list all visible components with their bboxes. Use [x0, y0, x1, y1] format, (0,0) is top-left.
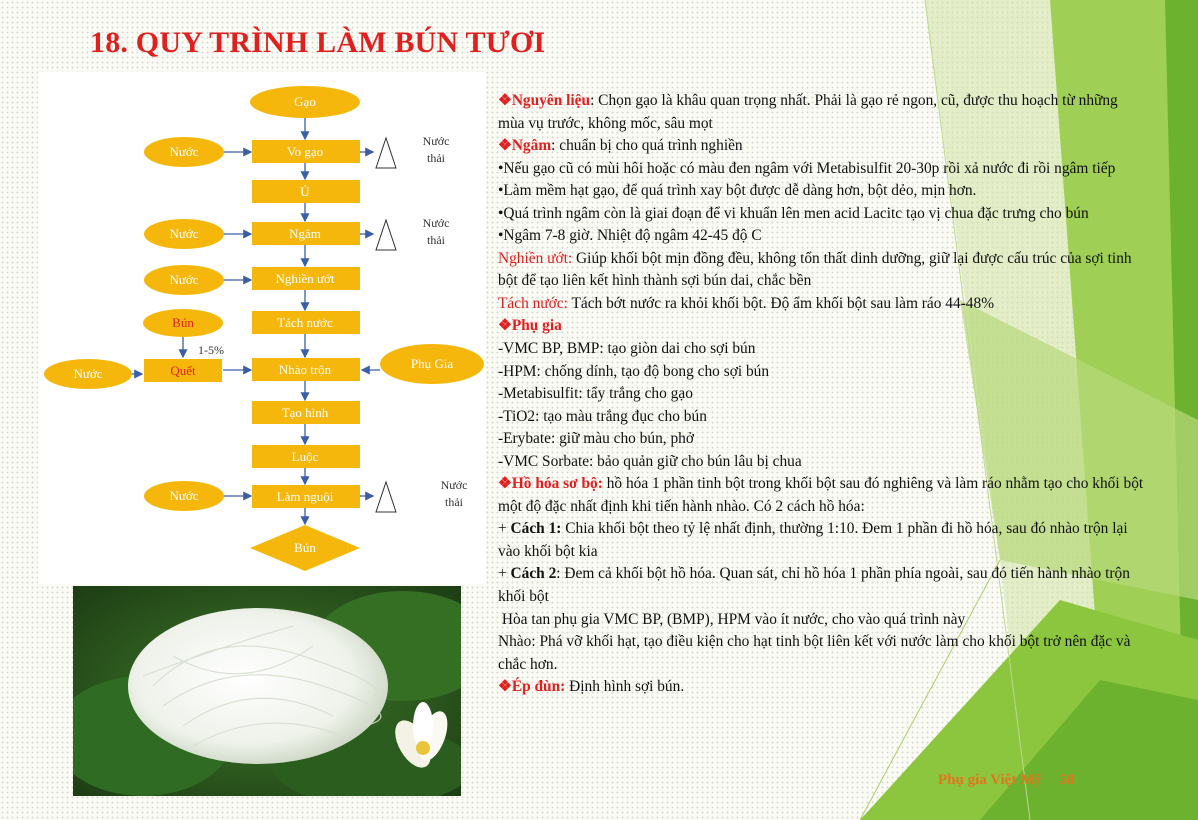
svg-text:Nước: Nước: [422, 134, 450, 148]
step-ngam: [252, 222, 360, 245]
para-ho-hoa: ❖Hồ hóa sơ bộ: hồ hóa 1 phần tinh bột trong khối bột sau đó nghiêng và làm ráo nhằm tạo cho khối bột một độ đặc nhất định khi tiến hành nhào. Có 2 cách hồ hóa:: [498, 475, 1144, 515]
para-nghien-uot: Nghiền ướt: Giúp khối bột mịn đồng đều, không tổn thất dinh dưỡng, giữ lại được cấu trúc của sợi tinh bột để tạo liên kết hình thành sợi bún dai, chắc bền: [498, 249, 1132, 290]
svg-text:Làm nguội: Làm nguội: [276, 489, 334, 504]
svg-text:Nghiền ướt: Nghiền ướt: [275, 271, 335, 286]
input-phu-gia: [380, 344, 484, 384]
svg-text:Nước: Nước: [169, 488, 199, 503]
para-tach-nuoc: Tách nước: Tách bớt nước ra khỏi khối bột. Độ ẩm khối bột sau làm ráo 44-48%: [498, 294, 995, 312]
waste-2: [376, 216, 449, 250]
phu-gia-item: -Metabisulfit: tẩy trắng cho gạo: [498, 385, 693, 403]
step-gao: [250, 86, 360, 118]
phu-gia-item: -HPM: chống dính, tạo độ bong cho sợi bún: [498, 362, 770, 380]
ratio-label: [198, 343, 224, 357]
svg-text:Tách nước: Tách nước: [277, 315, 333, 330]
step-nhao-tron: [252, 358, 360, 381]
svg-text:thải: thải: [427, 233, 445, 247]
content-text: [498, 90, 1148, 699]
svg-text:Nước: Nước: [169, 226, 199, 241]
page-number: 58: [1059, 772, 1075, 788]
step-u: [252, 180, 360, 203]
svg-text:Nước: Nước: [73, 366, 103, 381]
svg-text:Nhào trộn: Nhào trộn: [278, 362, 332, 377]
input-nuoc-quet: [44, 359, 132, 389]
ngam-bullet-1: •Nếu gạo cũ có mùi hôi hoặc có màu đen ngâm với Metabisulfit 20-30p rồi xả nước đi rồi ngâm tiếp: [498, 159, 1116, 177]
para-cach-2: + Cách 2: Đem cả khối bột hồ hóa. Quan sát, chỉ hồ hóa 1 phần phía ngoài, sau đó tiến hành nhào trộn khối bột: [498, 565, 1130, 606]
step-quet: [144, 359, 222, 382]
phu-gia-item: -VMC Sorbate: bảo quản giữ cho bún lâu bị chua: [498, 452, 802, 470]
slide-footer: [938, 772, 1075, 789]
step-bun: [250, 525, 360, 571]
svg-text:Ủ: Ủ: [300, 184, 310, 199]
svg-text:Ngâm: Ngâm: [289, 226, 321, 241]
step-vo-gao: [252, 140, 360, 163]
input-nuoc-4: [144, 481, 224, 511]
step-tao-hinh: [252, 401, 360, 424]
rice-noodle-photo: [73, 586, 461, 796]
svg-text:Nước: Nước: [169, 144, 199, 159]
para-ngam: ❖Ngâm: chuẩn bị cho quá trình nghiền: [498, 137, 743, 155]
svg-text:thải: thải: [445, 495, 463, 509]
step-tach-nuoc: [252, 311, 360, 334]
svg-text:Bún: Bún: [294, 540, 316, 555]
input-nuoc-1: [144, 137, 224, 167]
step-lam-nguoi: [252, 485, 360, 508]
para-hoa-tan: Hòa tan phụ gia VMC BP, (BMP), HPM vào ít nước, cho vào quá trình này: [498, 610, 966, 628]
waste-3: [376, 478, 467, 512]
svg-text:Phụ Gia: Phụ Gia: [410, 356, 454, 371]
para-phu-gia: ❖Phụ gia: [498, 317, 562, 335]
para-nhao: Nhào: Phá vỡ khối hạt, tạo điều kiện cho hạt tinh bột liên kết với nước làm cho khối bột trở nên đặc và chắc hơn.: [498, 633, 1131, 673]
ngam-bullet-2: •Làm mềm hạt gạo, để quá trình xay bột được dễ dàng hơn, bột dẻo, mịn hơn.: [498, 182, 977, 200]
para-nguyen-lieu: ❖Nguyên liệu: Chọn gạo là khâu quan trọng nhất. Phải là gạo rẻ ngon, cũ, được thu hoạch từ những mùa vụ trước, không mốc, sâu mọt: [498, 92, 1118, 132]
footer-brand: Phụ gia Việt Mỹ: [938, 772, 1042, 788]
page-title: 18. QUY TRÌNH LÀM BÚN TƯƠI: [90, 26, 546, 59]
svg-text:Bún: Bún: [172, 315, 194, 330]
process-flowchart: [38, 72, 486, 584]
svg-text:Quết: Quết: [170, 363, 196, 378]
svg-text:Gạo: Gạo: [294, 94, 316, 109]
step-luoc: [252, 445, 360, 468]
input-nuoc-2: [144, 219, 224, 249]
svg-text:Luộc: Luộc: [291, 449, 319, 464]
input-nuoc-3: [144, 265, 224, 295]
step-nghien-uot: [252, 267, 360, 290]
phu-gia-item: -VMC BP, BMP: tạo giòn dai cho sợi bún: [498, 340, 756, 358]
svg-text:Nước: Nước: [422, 216, 450, 230]
waste-1: [376, 134, 449, 168]
para-ep-dun: ❖Ép đùn: Định hình sợi bún.: [498, 678, 685, 696]
para-cach-1: + Cách 1: Chia khối bột theo tỷ lệ nhất định, thường 1:10. Đem 1 phần đi hồ hóa, sau đó nhào trộn lại vào khối bột kia: [498, 520, 1128, 560]
svg-text:Nước: Nước: [440, 478, 468, 492]
ngam-bullet-4: •Ngâm 7-8 giờ. Nhiệt độ ngâm 42-45 độ C: [498, 227, 762, 245]
input-bun: [143, 309, 223, 337]
svg-text:Tạo hình: Tạo hình: [281, 405, 329, 420]
svg-text:1-5%: 1-5%: [198, 343, 224, 357]
svg-text:thải: thải: [427, 151, 445, 165]
svg-text:Nước: Nước: [169, 272, 199, 287]
phu-gia-item: -TiO2: tạo màu trắng đục cho bún: [498, 407, 707, 425]
ngam-bullet-3: •Quá trình ngâm còn là giai đoạn để vi khuẩn lên men acid Lacitc tạo vị chua đặc trưng cho bún: [498, 204, 1089, 222]
svg-text:Vo gạo: Vo gạo: [286, 144, 324, 159]
phu-gia-item: -Erybate: giữ màu cho bún, phở: [498, 430, 694, 448]
